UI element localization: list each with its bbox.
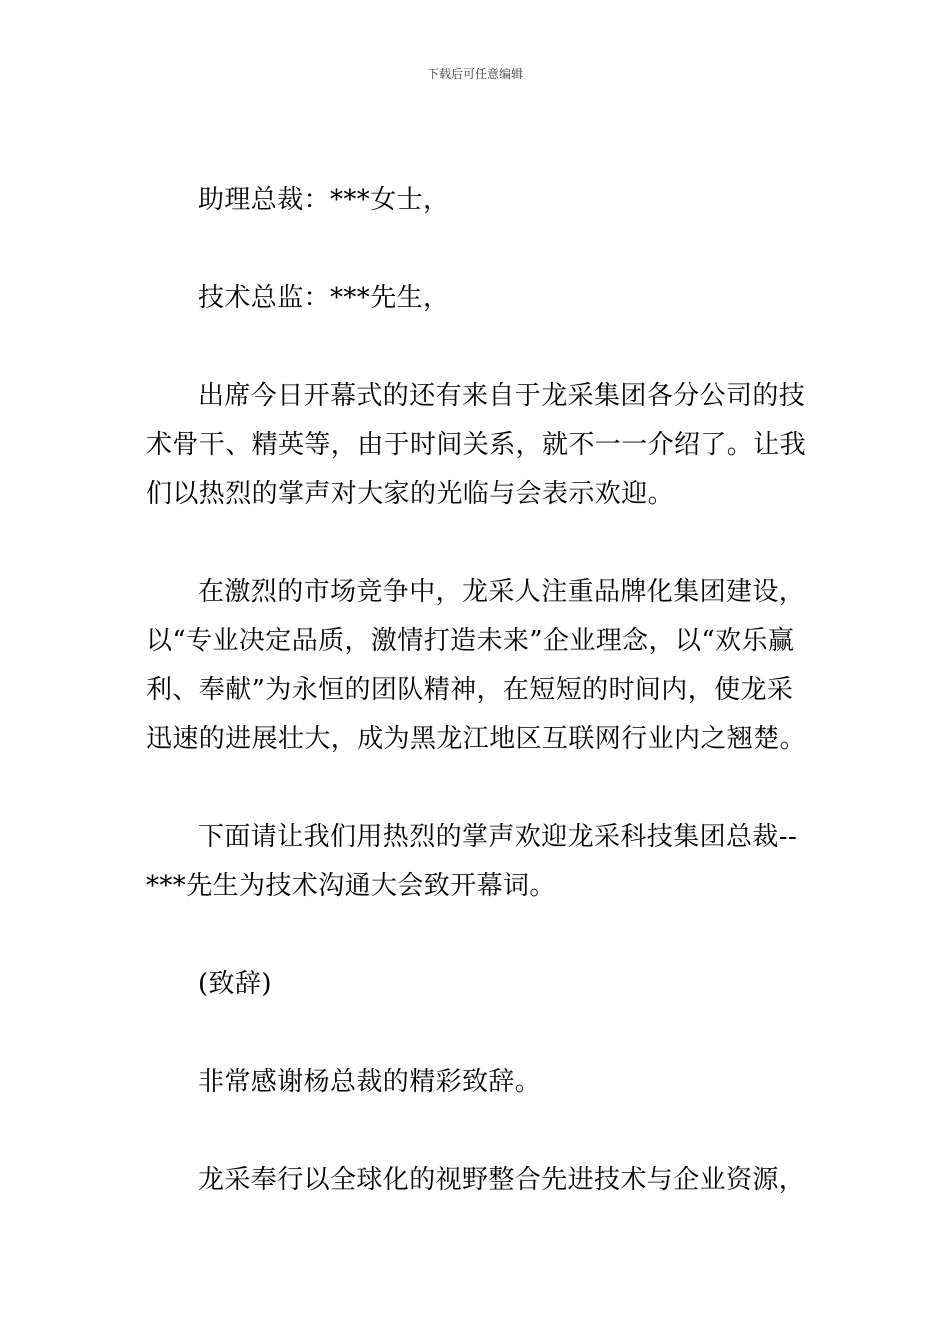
paragraph-technical-director: 技术总监：***先生， xyxy=(198,283,450,313)
paragraph-assistant-president: 助理总裁：***女士， xyxy=(198,185,450,215)
paragraph-invite-president: 下面请让我们用热烈的掌声欢迎龙采科技集团总裁--***先生为技术沟通大会致开幕词。 xyxy=(146,822,798,901)
paragraph-company-intro: 在激烈的市场竞争中，龙采人注重品牌化集团建设，以“专业决定品质，激情打造未来”企业理念，以“欢乐赢利、奉献”为永恒的团队精神，在短短的时间内，使龙采迅速的进展壮大，成为黑龙江地区互联网行业内之翘楚。 xyxy=(146,577,807,754)
paragraph-speech-note: (致辞) xyxy=(198,969,272,999)
page-header-note: 下载后可任意编辑 xyxy=(426,67,523,81)
paragraph-thanks: 非常感谢杨总裁的精彩致辞。 xyxy=(198,1067,542,1097)
paragraph-company-philosophy: 龙采奉行以全球化的视野整合先进技术与企业资源， xyxy=(198,1165,806,1195)
document-body xyxy=(146,176,810,1254)
paragraph-attendees-welcome: 出席今日开幕式的还有来自于龙采集团各分公司的技术骨干、精英等，由于时间关系，就不一一介绍了。让我们以热烈的掌声对大家的光临与会表示欢迎。 xyxy=(146,381,807,509)
